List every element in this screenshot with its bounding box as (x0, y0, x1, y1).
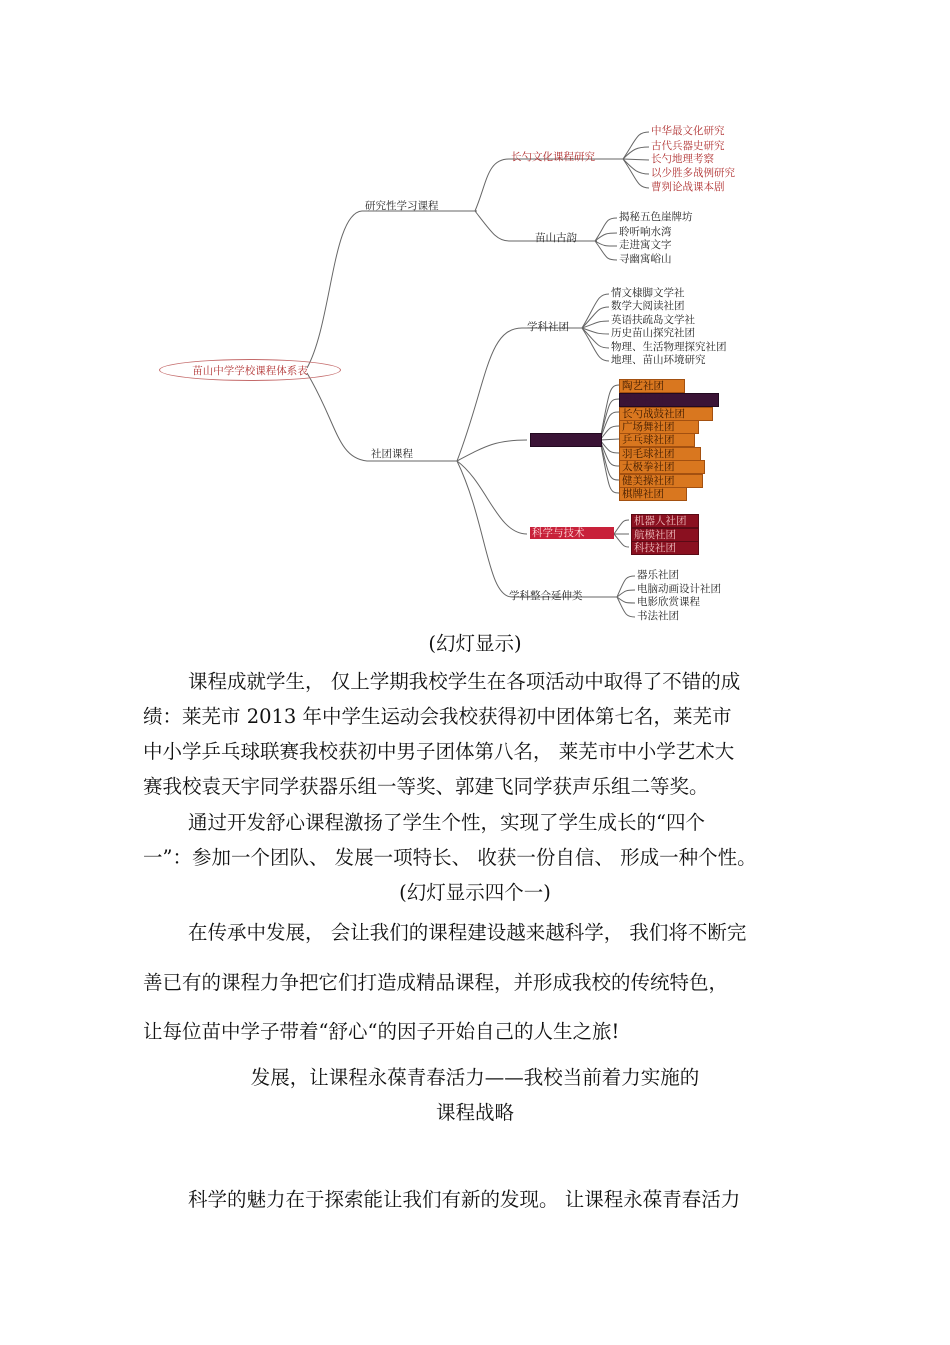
node-tech-item: 机器人社团 (631, 514, 699, 528)
node-sports: 体育艺术 (530, 433, 602, 447)
para3-line: 善已有的课程力争把它们打造成精品课程，并形成我校的传统特色， (143, 971, 729, 994)
node-integrated: 学科整合延伸类 (509, 590, 583, 602)
para4-line: 科学的魅力在于探索能让我们有新的发现。 让课程永葆青春活力 (188, 1188, 741, 1211)
node-integrated-item: 书法社团 (637, 610, 679, 622)
node-integrated-item: 电影欣赏课程 (637, 596, 700, 608)
node-integrated-item: 器乐社团 (637, 569, 679, 581)
node-subject-item: 情文棣脚文学社 (611, 287, 685, 299)
node-miaoshan-item: 揭秘五色崖牌坊 (619, 211, 693, 223)
node-sports-item: 乒乓球社团 (619, 433, 695, 447)
caption-four: (幻灯显示四个一) (399, 881, 551, 904)
node-subject: 学科社团 (527, 321, 569, 333)
node-subject-item: 英语扶疏岛文学社 (611, 314, 695, 326)
node-sports-item: 羽毛球社团 (619, 447, 701, 461)
caption-slide: (幻灯显示) (428, 632, 522, 655)
connector-research (307, 211, 477, 368)
node-subject-item: 数学大阅读社团 (611, 300, 685, 312)
node-miaoshan-item: 走进寓文字 (619, 239, 672, 251)
para2-line: 通过开发舒心课程激扬了学生个性，实现了学生成长的“四个 (188, 811, 705, 834)
curriculum-mindmap (157, 123, 775, 623)
node-sports-item: 陶艺社团 (619, 379, 685, 393)
node-miaoshan: 苗山古韵 (535, 232, 577, 244)
node-subject-item: 地理、苗山环境研究 (611, 354, 706, 366)
node-sports-item: 广场舞社团 (619, 420, 699, 434)
node-tech: 科学与技术 (530, 527, 614, 539)
node-subject-item: 历史苗山探究社团 (611, 327, 695, 339)
node-sports-item: 健美操社团 (619, 474, 703, 488)
mindmap-root: 苗山中学学校课程体系表 (159, 359, 341, 381)
para1-line: 绩：莱芜市 2013 年中学生运动会我校获得初中团体第七名，莱芜市 (143, 705, 732, 728)
node-changshao-item: 长勺地理考察 (651, 153, 714, 165)
node-integrated-item: 电脑动画设计社团 (637, 583, 721, 595)
node-sports-item: 长勺战鼓社团 (619, 407, 713, 421)
node-changshao-item: 以少胜多战例研究 (651, 167, 735, 179)
node-research: 研究性学习课程 (365, 200, 439, 212)
section-heading: 发展，让课程永葆青春活力——我校当前着力实施的 (250, 1066, 700, 1089)
section-heading-cont: 课程战略 (435, 1101, 514, 1124)
node-tech-item: 科技社团 (631, 541, 699, 555)
para3-line: 在传承中发展， 会让我们的课程建设越来越科学， 我们将不断完 (188, 921, 747, 944)
node-changshao-item: 中华最文化研究 (651, 125, 725, 137)
node-changshao: 长勺文化课程研究 (511, 151, 595, 163)
connector-changshao (475, 159, 625, 211)
para2-line: 一”：参加一个团队、 发展一项特长、 收获一份自信、 形成一种个性。 (143, 846, 757, 869)
node-miaoshan-item: 寻幽寓峪山 (619, 253, 672, 265)
node-tech-item: 航模社团 (631, 528, 699, 542)
para3-line: 让每位苗中学子带着“舒心“的因子开始自己的人生之旅! (143, 1020, 620, 1043)
node-changshao-item: 曹刿论战课本剧 (651, 181, 725, 193)
para1-line: 中小学乒乓球联赛我校获初中男子团体第八名， 莱芜市中小学艺术大 (143, 740, 735, 763)
node-miaoshan-item: 聆听响水湾 (619, 226, 672, 238)
connector-tech (457, 461, 527, 534)
node-changshao-item: 古代兵器史研究 (651, 140, 725, 152)
node-sports-item: 棋牌社团 (619, 487, 687, 501)
node-sports-item: 舞蹈社团 (619, 393, 719, 407)
node-subject-item: 物理、生活物理探究社团 (611, 341, 727, 353)
para1-line: 赛我校袁天宇同学获器乐组一等奖、郭建飞同学获声乐组二等奖。 (143, 775, 709, 798)
connector-sports (457, 440, 527, 461)
node-sports-item: 太极拳社团 (619, 460, 705, 474)
node-clubs: 社团课程 (371, 448, 413, 460)
para1-line: 课程成就学生， 仅上学期我校学生在各项活动中取得了不错的成 (188, 670, 741, 693)
